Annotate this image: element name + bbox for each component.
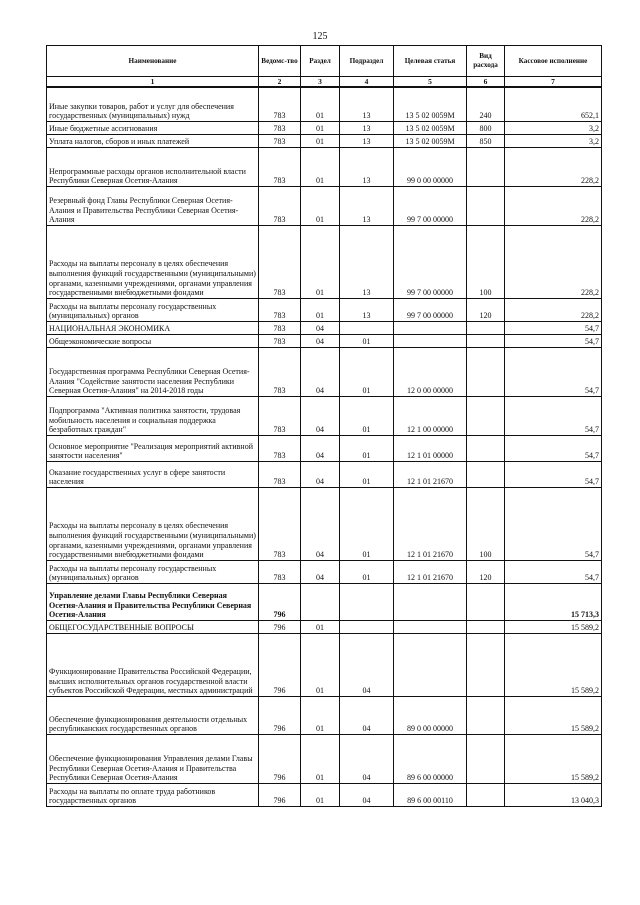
cell-target: 12 1 01 00000: [394, 436, 467, 462]
table-row: [47, 148, 602, 187]
cell-section: 01: [301, 122, 340, 135]
cell-section: 01: [301, 784, 340, 807]
cell-name: Общеэкономические вопросы: [47, 335, 259, 348]
cell-type: 120: [467, 299, 505, 322]
cell-target: 99 7 00 00000: [394, 299, 467, 322]
cell-target: [394, 634, 467, 697]
cell-subsection: 13: [340, 299, 394, 322]
cell-subsection: 01: [340, 488, 394, 561]
cell-section: 01: [301, 299, 340, 322]
table-row: [47, 122, 602, 135]
table-row: [47, 135, 602, 148]
cell-section: [301, 584, 340, 621]
cell-section: 04: [301, 335, 340, 348]
cell-amount: 54,7: [505, 462, 602, 488]
cell-name: Иные закупки товаров, работ и услуг для обеспечения государственных (муниципальных) нужд: [47, 87, 259, 122]
cell-amount: 15 589,2: [505, 634, 602, 697]
cell-section: 01: [301, 697, 340, 735]
cell-name: Расходы на выплаты персоналу государственных (муниципальных) органов: [47, 299, 259, 322]
cell-dept: 783: [259, 462, 301, 488]
cell-amount: 54,7: [505, 322, 602, 335]
cell-dept: 783: [259, 122, 301, 135]
cell-dept: 783: [259, 226, 301, 299]
column-number-row: [47, 77, 602, 88]
cell-type: [467, 335, 505, 348]
cell-dept: 796: [259, 621, 301, 634]
cell-target: 89 6 00 00000: [394, 735, 467, 784]
cell-subsection: [340, 322, 394, 335]
table-row: [47, 634, 602, 697]
cell-name: НАЦИОНАЛЬНАЯ ЭКОНОМИКА: [47, 322, 259, 335]
cell-name: Государственная программа Республики Северная Осетия-Алания "Содействие занятости населения Республики Северная Осетия-Алания" на 2014-2018 годы: [47, 348, 259, 397]
cell-amount: 3,2: [505, 122, 602, 135]
table-row: [47, 299, 602, 322]
table-row: [47, 697, 602, 735]
cell-subsection: 01: [340, 335, 394, 348]
cell-subsection: 13: [340, 148, 394, 187]
cell-target: [394, 335, 467, 348]
cell-name: Обеспечение функционирования Управления делами Главы Республики Северная Осетия-Алания и Правительства Республики Северная Осетия-Алания: [47, 735, 259, 784]
cell-type: [467, 634, 505, 697]
table-row: [47, 621, 602, 634]
cell-target: [394, 584, 467, 621]
cell-type: 800: [467, 122, 505, 135]
table-row: [47, 226, 602, 299]
cell-name: Подпрограмма "Активная политика занятости, трудовая мобильность населения и социальная поддержка безработных граждан": [47, 397, 259, 436]
header-amount: Кассовое исполнение: [505, 46, 602, 77]
cell-dept: 796: [259, 634, 301, 697]
cell-type: 850: [467, 135, 505, 148]
cell-amount: 15 589,2: [505, 621, 602, 634]
cell-target: 12 1 01 21670: [394, 462, 467, 488]
cell-subsection: 01: [340, 348, 394, 397]
cell-subsection: 04: [340, 697, 394, 735]
cell-dept: 796: [259, 697, 301, 735]
column-number: 2: [259, 77, 301, 88]
header-type: Вид расхода: [467, 46, 505, 77]
cell-section: 04: [301, 488, 340, 561]
cell-dept: 796: [259, 784, 301, 807]
cell-subsection: 13: [340, 87, 394, 122]
cell-dept: 783: [259, 187, 301, 226]
cell-dept: 783: [259, 87, 301, 122]
cell-dept: 783: [259, 322, 301, 335]
cell-type: [467, 697, 505, 735]
cell-target: 99 0 00 00000: [394, 148, 467, 187]
cell-amount: 54,7: [505, 436, 602, 462]
cell-name: Расходы на выплаты по оплате труда работников государственных органов: [47, 784, 259, 807]
cell-name: Резервный фонд Главы Республики Северная Осетия-Алания и Правительства Республики Северная Осетия-Алания: [47, 187, 259, 226]
cell-type: [467, 348, 505, 397]
column-number: 4: [340, 77, 394, 88]
header-target: Целевая статья: [394, 46, 467, 77]
table-row: [47, 784, 602, 807]
table-row: [47, 436, 602, 462]
cell-target: 12 1 01 21670: [394, 488, 467, 561]
cell-subsection: 01: [340, 397, 394, 436]
cell-amount: 54,7: [505, 561, 602, 584]
cell-name: Расходы на выплаты персоналу в целях обеспечения выполнения функций государственными (муниципальными) органами, казенными учреждениями, органами управления государственными внебюджетными фондами: [47, 226, 259, 299]
cell-target: 13 5 02 0059М: [394, 135, 467, 148]
cell-section: 01: [301, 87, 340, 122]
cell-section: 01: [301, 148, 340, 187]
cell-subsection: 01: [340, 462, 394, 488]
cell-subsection: 04: [340, 735, 394, 784]
cell-section: 01: [301, 226, 340, 299]
cell-type: 240: [467, 87, 505, 122]
cell-target: [394, 621, 467, 634]
cell-type: 100: [467, 226, 505, 299]
cell-section: 04: [301, 348, 340, 397]
cell-amount: 15 713,3: [505, 584, 602, 621]
cell-subsection: 04: [340, 634, 394, 697]
cell-dept: 783: [259, 397, 301, 436]
header-section: Раздел: [301, 46, 340, 77]
cell-target: 12 1 01 21670: [394, 561, 467, 584]
cell-target: 12 0 00 00000: [394, 348, 467, 397]
header-dept: Ведомс-тво: [259, 46, 301, 77]
cell-amount: 54,7: [505, 397, 602, 436]
cell-target: 99 7 00 00000: [394, 187, 467, 226]
cell-type: [467, 397, 505, 436]
table-row: [47, 335, 602, 348]
cell-type: [467, 735, 505, 784]
cell-subsection: 13: [340, 135, 394, 148]
table-row: [47, 87, 602, 122]
cell-dept: 783: [259, 299, 301, 322]
cell-amount: 15 589,2: [505, 697, 602, 735]
cell-subsection: 13: [340, 122, 394, 135]
table-row: [47, 735, 602, 784]
cell-type: 100: [467, 488, 505, 561]
cell-section: 04: [301, 436, 340, 462]
table-row: [47, 348, 602, 397]
header-name: Наименование: [47, 46, 259, 77]
cell-name: Расходы на выплаты персоналу в целях обеспечения выполнения функций государственными (муниципальными) органами, казенными учреждениями, органами управления государственными внебюджетными фондами: [47, 488, 259, 561]
table-body: [47, 87, 602, 807]
cell-type: 120: [467, 561, 505, 584]
cell-dept: 783: [259, 148, 301, 187]
cell-type: [467, 621, 505, 634]
cell-name: ОБЩЕГОСУДАРСТВЕННЫЕ ВОПРОСЫ: [47, 621, 259, 634]
cell-name: Управление делами Главы Республики Северная Осетия-Алания и Правительства Республики Северная Осетия-Алания: [47, 584, 259, 621]
page-number: 125: [312, 31, 328, 42]
cell-section: 01: [301, 621, 340, 634]
cell-dept: 796: [259, 584, 301, 621]
cell-subsection: 13: [340, 226, 394, 299]
table-row: [47, 488, 602, 561]
cell-name: Иные бюджетные ассигнования: [47, 122, 259, 135]
column-number: 3: [301, 77, 340, 88]
column-number: 5: [394, 77, 467, 88]
cell-target: 12 1 00 00000: [394, 397, 467, 436]
cell-subsection: 01: [340, 561, 394, 584]
cell-dept: 783: [259, 488, 301, 561]
cell-section: 01: [301, 187, 340, 226]
cell-type: [467, 436, 505, 462]
cell-section: 04: [301, 462, 340, 488]
column-number: 7: [505, 77, 602, 88]
cell-amount: 54,7: [505, 335, 602, 348]
cell-amount: 54,7: [505, 488, 602, 561]
cell-name: Уплата налогов, сборов и иных платежей: [47, 135, 259, 148]
table-row: [47, 187, 602, 226]
cell-type: [467, 462, 505, 488]
cell-target: [394, 322, 467, 335]
cell-target: 13 5 02 0059М: [394, 122, 467, 135]
cell-name: Оказание государственных услуг в сфере занятости населения: [47, 462, 259, 488]
cell-target: 99 7 00 00000: [394, 226, 467, 299]
cell-name: Непрограммные расходы органов исполнительной власти Республики Северная Осетия-Алания: [47, 148, 259, 187]
cell-subsection: [340, 584, 394, 621]
cell-type: [467, 322, 505, 335]
cell-amount: 228,2: [505, 148, 602, 187]
cell-dept: 783: [259, 561, 301, 584]
cell-dept: 783: [259, 335, 301, 348]
cell-subsection: 01: [340, 436, 394, 462]
cell-amount: 13 040,3: [505, 784, 602, 807]
cell-dept: 783: [259, 436, 301, 462]
cell-section: 01: [301, 135, 340, 148]
cell-section: 04: [301, 561, 340, 584]
cell-section: 01: [301, 735, 340, 784]
cell-amount: 228,2: [505, 299, 602, 322]
cell-type: [467, 148, 505, 187]
cell-amount: 228,2: [505, 226, 602, 299]
cell-dept: 796: [259, 735, 301, 784]
cell-section: 01: [301, 634, 340, 697]
table-row: [47, 561, 602, 584]
table-row: [47, 322, 602, 335]
cell-name: Обеспечение функционирования деятельности отдельных республиканских государственных органов: [47, 697, 259, 735]
cell-name: Основное мероприятие "Реализация мероприятий активной занятости населения": [47, 436, 259, 462]
table-row: [47, 462, 602, 488]
cell-dept: 783: [259, 348, 301, 397]
cell-dept: 783: [259, 135, 301, 148]
column-number: 1: [47, 77, 259, 88]
cell-type: [467, 784, 505, 807]
table-row: [47, 584, 602, 621]
header-subsection: Подраздел: [340, 46, 394, 77]
cell-subsection: 13: [340, 187, 394, 226]
cell-amount: 15 589,2: [505, 735, 602, 784]
cell-subsection: [340, 621, 394, 634]
cell-type: [467, 584, 505, 621]
cell-section: 04: [301, 322, 340, 335]
cell-target: 89 6 00 00110: [394, 784, 467, 807]
cell-name: Функционирование Правительства Российской Федерации, высших исполнительных органов государственной власти субъектов Российской Федерации, местных администраций: [47, 634, 259, 697]
cell-amount: 54,7: [505, 348, 602, 397]
column-number: 6: [467, 77, 505, 88]
budget-table: [46, 45, 602, 807]
cell-amount: 652,1: [505, 87, 602, 122]
cell-target: 13 5 02 0059М: [394, 87, 467, 122]
cell-amount: 3,2: [505, 135, 602, 148]
header-row: [47, 46, 602, 77]
cell-subsection: 04: [340, 784, 394, 807]
table-row: [47, 397, 602, 436]
cell-amount: 228,2: [505, 187, 602, 226]
cell-section: 04: [301, 397, 340, 436]
cell-target: 89 0 00 00000: [394, 697, 467, 735]
cell-name: Расходы на выплаты персоналу государственных (муниципальных) органов: [47, 561, 259, 584]
cell-type: [467, 187, 505, 226]
